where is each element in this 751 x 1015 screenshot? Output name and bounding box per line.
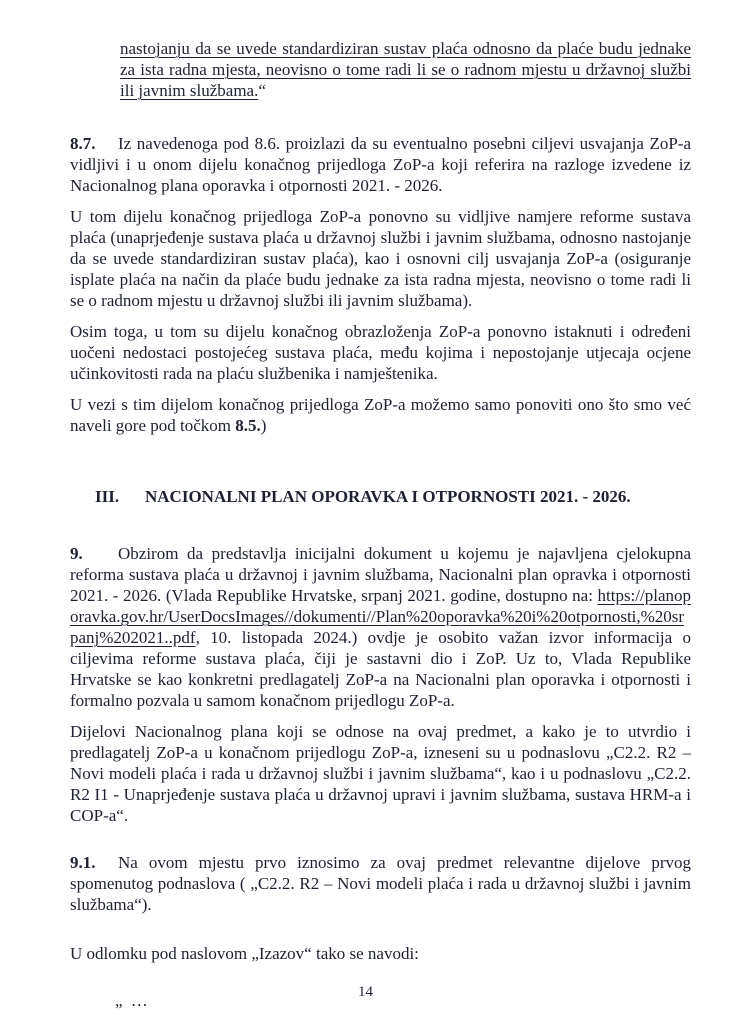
- quote-closing-mark: “: [258, 81, 266, 100]
- paragraph-text: Dijelovi Nacionalnog plana koji se odnose na ovaj predmet, a kako je to utvrdio i predlagatelj ZoP-a u konačnom prijedlogu ZoP-a, izneseni su u podnaslovu „C2.2. R2 – Novi modeli plaća i rada u državnoj službi i javnim službama“, kao i u podnaslovu „C2.2. R2 I1 - Unaprjeđenje sustava plaća u državnoj upravi i javnim službama, sustava HRM-a i COP-a“.: [70, 722, 691, 825]
- quoted-passage: [120, 38, 691, 101]
- document-hyperlink[interactable]: https://planoporavka.gov.hr/UserDocsImages//dokumenti//Plan%20oporavka%20i%20otpornosti,%20srpanj%202021..pdf: [70, 586, 691, 647]
- paragraph-u-odlomku: [70, 943, 691, 964]
- section-heading-iii: [95, 486, 691, 507]
- paragraph-dijelovi: [70, 721, 691, 826]
- paragraph-osim-toga: [70, 321, 691, 384]
- paragraph-u-vezi: [70, 394, 691, 436]
- paragraph-text: Obzirom da predstavlja inicijalni dokument u kojemu je najavljena cjelokupna reforma sustava plaća u državnoj i javnim službama, Nacionalni plan opravka i otpornosti 2021. - 2026. (Vlada Republike Hrvatske, srpanj 2021. godine, dostupno na:: [70, 544, 691, 605]
- paragraph-number: 9.1.: [70, 853, 96, 872]
- paragraph-number: 9.: [70, 544, 83, 563]
- paragraph-9-1: [70, 852, 691, 915]
- paragraph-text: Iz navedenoga pod 8.6. proizlazi da su eventualno posebni ciljevi usvajanja ZoP-a vidljivi i u onom dijelu konačnog prijedloga ZoP-a koji referira na razloge izvedene iz Nacionalnog plana oporavka i otpornosti 2021. - 2026.: [70, 134, 691, 195]
- bold-reference-8-5: 8.5.: [235, 416, 261, 435]
- paragraph-text-after: , 10. listopada 2024.) ovdje je osobito važan izvor informacija o ciljevima reforme sustava plaća, čiji je sastavni dio i ZoP. Uz to, Vlada Republike Hrvatske se kao konkretni predlagatelj ZoP-a na Nacionalni plan oporavka i otpornosti i formalno pozvala u samom konačnom prijedlogu ZoP-a.: [70, 628, 691, 710]
- quoted-passage-text: nastojanju da se uvede standardiziran sustav plaća odnosno da plaće budu jednake za ista radna mjesta, neovisno o tome radi li se o radnom mjestu u državnoj službi ili javnim službama.: [120, 39, 691, 100]
- paragraph-text: Na ovom mjestu prvo iznosimo za ovaj predmet relevantne dijelove prvog spomenutog podnaslova ( „C2.2. R2 – Novi modeli plaća i rada u državnoj službi i javnim službama“).: [70, 853, 691, 914]
- paragraph-text: U vezi s tim dijelom konačnog prijedloga ZoP-a možemo samo ponoviti ono što smo već naveli gore pod točkom: [70, 395, 691, 435]
- paragraph-u-tom-dijelu: [70, 206, 691, 311]
- page-number: 14: [358, 984, 373, 1000]
- open-quote-text: „ …: [115, 991, 150, 1010]
- paragraph-text: U tom dijelu konačnog prijedloga ZoP-a ponovno su vidljive namjere reforme sustava plaća (unaprjeđenje sustava plaća u državnoj službi i javnim službama, odnosno nastojanje da se uvede standardiziran sustav plaća), kao i osnovni cilj usvajanja ZoP-a (osiguranje isplate plaća na način da plaće budu jednake za ista radna mjesta, neovisno o tome radi li se o radnom mjestu u državnoj službi ili javnim službama).: [70, 207, 691, 310]
- paragraph-text: Osim toga, u tom su dijelu konačnog obrazloženja ZoP-a ponovno istaknuti i određeni uočeni nedostaci postojećeg sustava plaća, među kojima i nepostojanje utjecaja ocjene učinkovitosti rada na plaću službenika i namještenika.: [70, 322, 691, 383]
- paragraph-number: 8.7.: [70, 134, 96, 153]
- paragraph-9: [70, 543, 691, 711]
- paragraph-text-after: ): [260, 416, 267, 435]
- section-number: III.: [95, 487, 120, 506]
- paragraph-text: U odlomku pod naslovom „Izazov“ tako se navodi:: [70, 944, 419, 963]
- section-title: NACIONALNI PLAN OPORAVKA I OTPORNOSTI 2021. - 2026.: [145, 487, 631, 506]
- paragraph-8-7: [70, 133, 691, 196]
